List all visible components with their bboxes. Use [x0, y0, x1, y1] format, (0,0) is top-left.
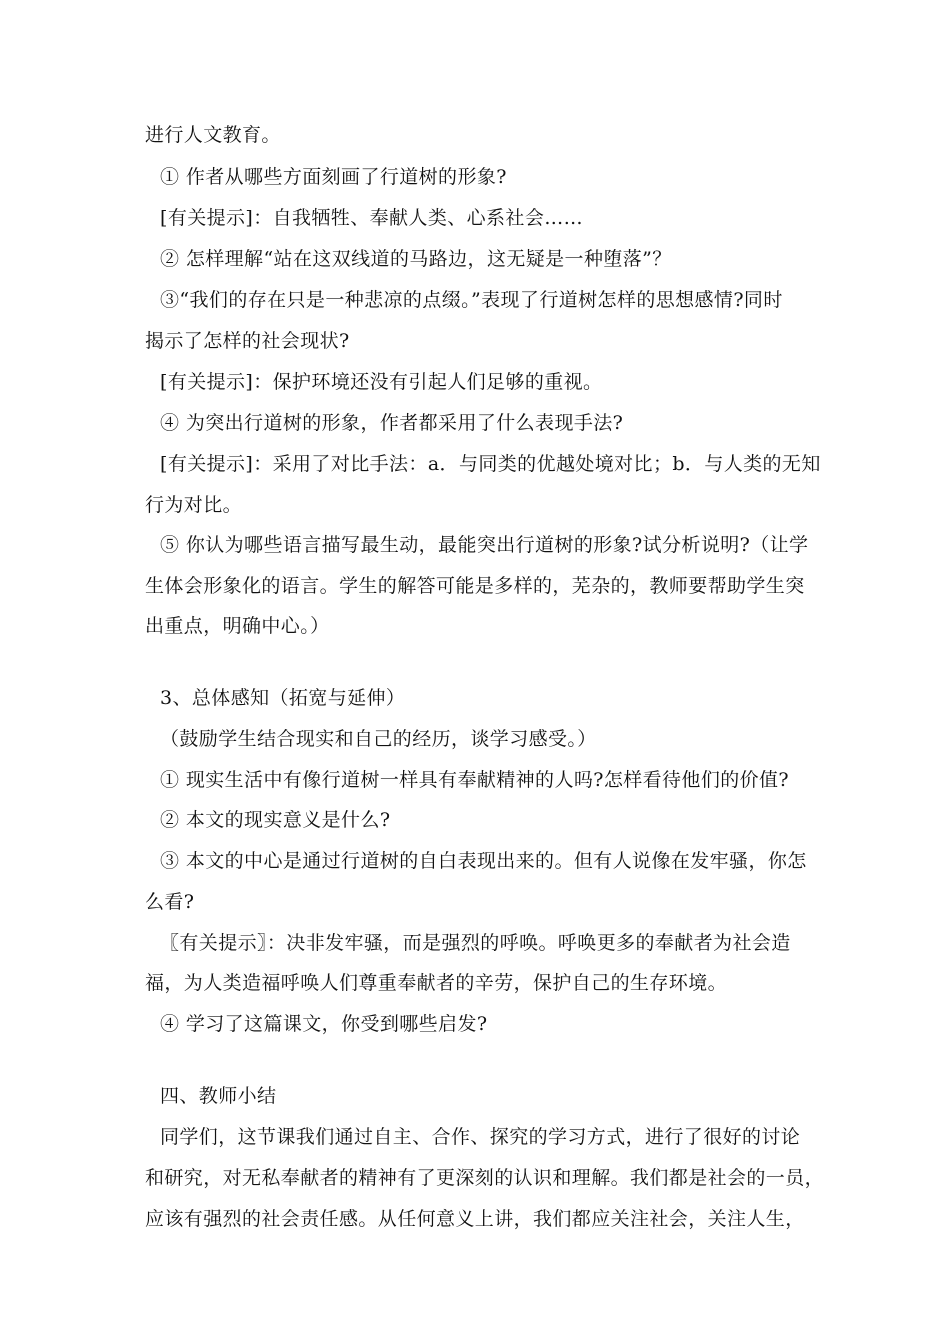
hint-line: 〖有关提示〗：决非发牢骚，而是强烈的呼唤。呼唤更多的奉献者为社会造: [160, 932, 791, 954]
question-2: ② 本文的现实意义是什么?: [160, 809, 391, 831]
text-line: （鼓励学生结合现实和自己的经历，谈学习感受。）: [160, 728, 597, 750]
section-heading: 3、总体感知（拓宽与延伸）: [160, 687, 406, 709]
question-3: ③“我们的存在只是一种悲凉的点缀。”表现了行道树怎样的思想感情?同时: [160, 289, 783, 311]
text-line: 同学们，这节课我们通过自主、合作、探究的学习方式，进行了很好的讨论: [160, 1126, 801, 1148]
section-heading: 四、教师小结: [160, 1085, 277, 1107]
question-1: ① 现实生活中有像行道树一样具有奉献精神的人吗?怎样看待他们的价值?: [160, 769, 790, 791]
question-3: ③ 本文的中心是通过行道树的自白表现出来的。但有人说像在发牢骚，你怎: [160, 850, 807, 872]
text-line: 行为对比。: [145, 494, 243, 516]
question-5: ⑤ 你认为哪些语言描写最生动，最能突出行道树的形象?试分析说明?（让学: [160, 534, 809, 556]
hint-line: [有关提示]：自我牺牲、奉献人类、心系社会……: [160, 207, 584, 229]
question-4: ④ 为突出行道树的形象，作者都采用了什么表现手法?: [160, 412, 624, 434]
text-line: 生体会形象化的语言。学生的解答可能是多样的，芜杂的，教师要帮助学生突: [145, 575, 805, 597]
question-2: ② 怎样理解“站在这双线道的马路边，这无疑是一种堕落”？: [160, 248, 672, 270]
text-line: 么看?: [145, 891, 195, 913]
text-line: 进行人文教育。: [145, 124, 281, 146]
hint-line: [有关提示]：采用了对比手法：a．与同类的优越处境对比；b．与人类的无知: [160, 453, 821, 475]
question-4: ④ 学习了这篇课文，你受到哪些启发?: [160, 1013, 488, 1035]
text-line: 揭示了怎样的社会现状?: [145, 330, 350, 352]
text-line: 应该有强烈的社会责任感。从任何意义上讲，我们都应关注社会，关注人生，: [145, 1208, 805, 1230]
question-1: ① 作者从哪些方面刻画了行道树的形象?: [160, 166, 507, 188]
text-line: 福，为人类造福呼唤人们尊重奉献者的辛劳，保护自己的生存环境。: [145, 972, 728, 994]
text-line: 出重点，明确中心。）: [145, 615, 330, 637]
hint-line: [有关提示]：保护环境还没有引起人们足够的重视。: [160, 371, 603, 393]
text-line: 和研究，对无私奉献者的精神有了更深刻的认识和理解。我们都是社会的一员，: [145, 1167, 825, 1189]
